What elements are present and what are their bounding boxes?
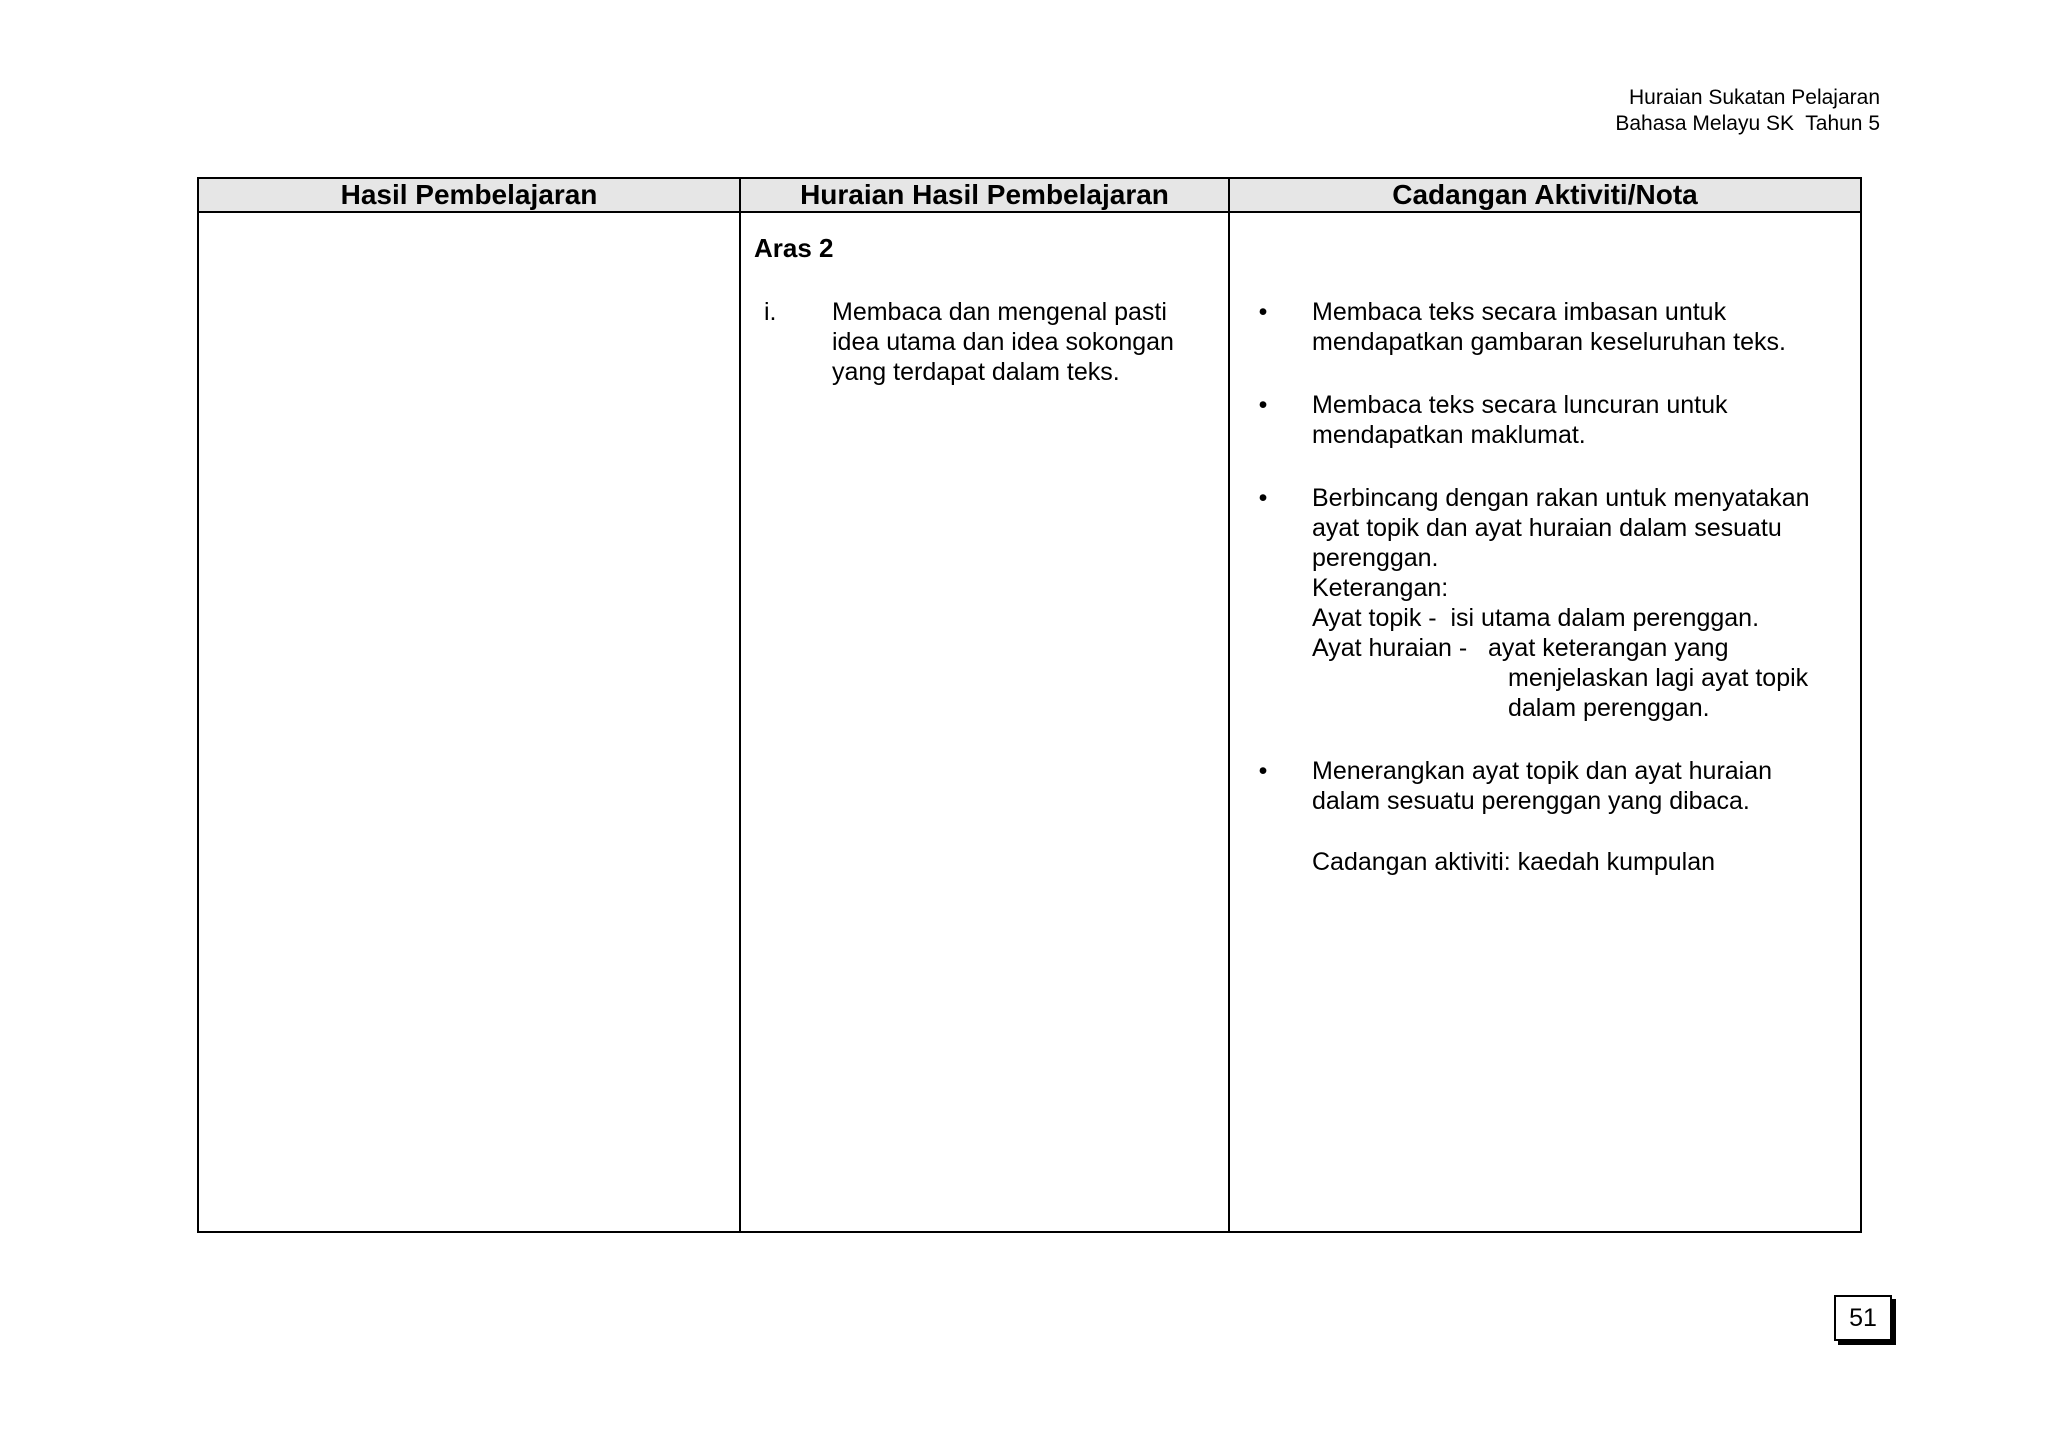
activity-text: Membaca teks secara luncuran untuk mendapatkan maklumat.: [1312, 391, 1728, 449]
bullet-icon: •: [1258, 391, 1268, 419]
table-row: [198, 212, 1861, 1232]
note-label: Keterangan:: [1312, 574, 1449, 602]
header-title-line: Huraian Sukatan Pelajaran: [1629, 86, 1880, 109]
list-item: [1248, 483, 1838, 723]
activity-list: [1248, 297, 1838, 877]
column-header-suggested-activities: Cadangan Aktiviti/Nota: [1229, 178, 1861, 212]
level-heading: Aras 2: [754, 233, 834, 263]
activity-text: Menerangkan ayat topik dan ayat huraian dalam sesuatu perenggan yang dibaca.: [1312, 757, 1773, 815]
document-header: [1615, 85, 1880, 137]
outcome-item-text: Membaca dan mengenal pasti idea utama dan idea sokongan yang terdapat dalam teks.: [832, 298, 1174, 386]
outcome-item-number: i.: [764, 298, 777, 326]
bullet-icon: •: [1258, 298, 1268, 326]
activity-suggestion: Cadangan aktiviti: kaedah kumpulan: [1312, 848, 1716, 876]
topic-sentence-definition: Ayat topik - isi utama dalam perenggan.: [1312, 604, 1760, 632]
activity-text: Berbincang dengan rakan untuk menyatakan ayat topik dan ayat huraian dalam sesuatu perenggan.: [1312, 484, 1810, 572]
syllabus-table: [197, 177, 1862, 1233]
header-subtitle-line: Bahasa Melayu SK Tahun 5: [1615, 112, 1880, 135]
supporting-sentence-definition: Ayat huraian - ayat keterangan yang: [1312, 634, 1729, 662]
list-item: [1248, 297, 1838, 357]
table-header-row: [198, 178, 1861, 212]
outcome-description-cell: [740, 212, 1229, 1232]
bullet-icon: •: [1258, 757, 1268, 785]
learning-outcome-cell: [198, 212, 740, 1232]
list-item: [1248, 756, 1838, 816]
activity-text: Membaca teks secara imbasan untuk mendapatkan gambaran keseluruhan teks.: [1312, 298, 1786, 356]
list-item: [1248, 390, 1838, 450]
column-header-learning-outcome: Hasil Pembelajaran: [198, 178, 740, 212]
bullet-icon: •: [1258, 484, 1268, 512]
supporting-sentence-definition-continued: menjelaskan lagi ayat topik dalam perenggan.: [1508, 664, 1809, 722]
page-number: 51: [1834, 1295, 1892, 1341]
suggested-activities-cell: [1229, 212, 1861, 1232]
column-header-outcome-description: Huraian Hasil Pembelajaran: [740, 178, 1229, 212]
